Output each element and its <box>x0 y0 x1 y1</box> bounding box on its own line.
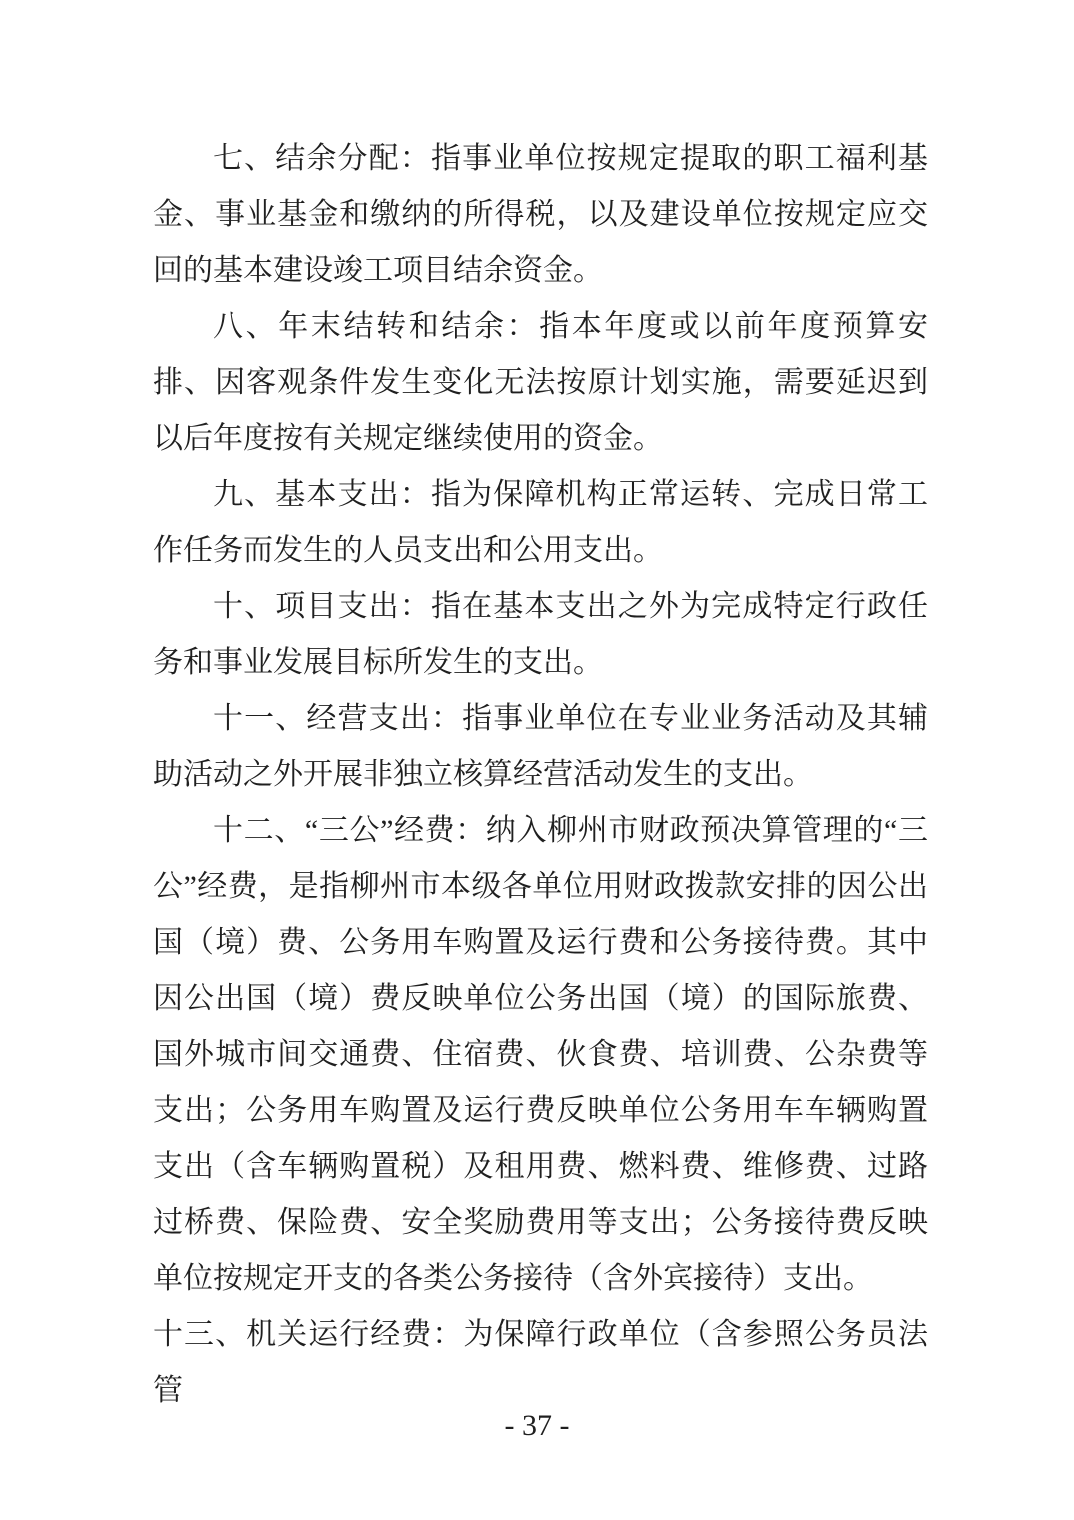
document-body <box>153 131 928 1419</box>
paragraph-term-7: 七、结余分配：指事业单位按规定提取的职工福利基金、事业基金和缴纳的所得税，以及建设单位按规定应交回的基本建设竣工项目结余资金。 <box>153 142 928 287</box>
paragraph-term-8: 八、年末结转和结余：指本年度或以前年度预算安排、因客观条件发生变化无法按原计划实施，需要延迟到以后年度按有关规定继续使用的资金。 <box>153 310 928 455</box>
paragraph-term-9: 九、基本支出：指为保障机构正常运转、完成日常工作任务而发生的人员支出和公用支出。 <box>153 478 928 567</box>
paragraph-term-12: 十二、“三公”经费：纳入柳州市财政预决算管理的“三公”经费，是指柳州市本级各单位用财政拨款安排的因公出国（境）费、公务用车购置及运行费和公务接待费。其中因公出国（境）费反映单位公务出国（境）的国际旅费、国外城市间交通费、住宿费、伙食费、培训费、公杂费等支出；公务用车购置及运行费反映单位公务用车车辆购置支出（含车辆购置税）及租用费、燃料费、维修费、过路过桥费、保险费、安全奖励费用等支出；公务接待费反映单位按规定开支的各类公务接待（含外宾接待）支出。 <box>153 814 928 1295</box>
paragraph-term-11: 十一、经营支出：指事业单位在专业业务活动及其辅助活动之外开展非独立核算经营活动发生的支出。 <box>153 702 928 791</box>
paragraph-term-10: 十、项目支出：指在基本支出之外为完成特定行政任务和事业发展目标所发生的支出。 <box>153 590 928 679</box>
page-number: - 37 - <box>504 1409 570 1442</box>
paragraph-term-13: 十三、机关运行经费：为保障行政单位（含参照公务员法管 <box>153 1318 928 1407</box>
